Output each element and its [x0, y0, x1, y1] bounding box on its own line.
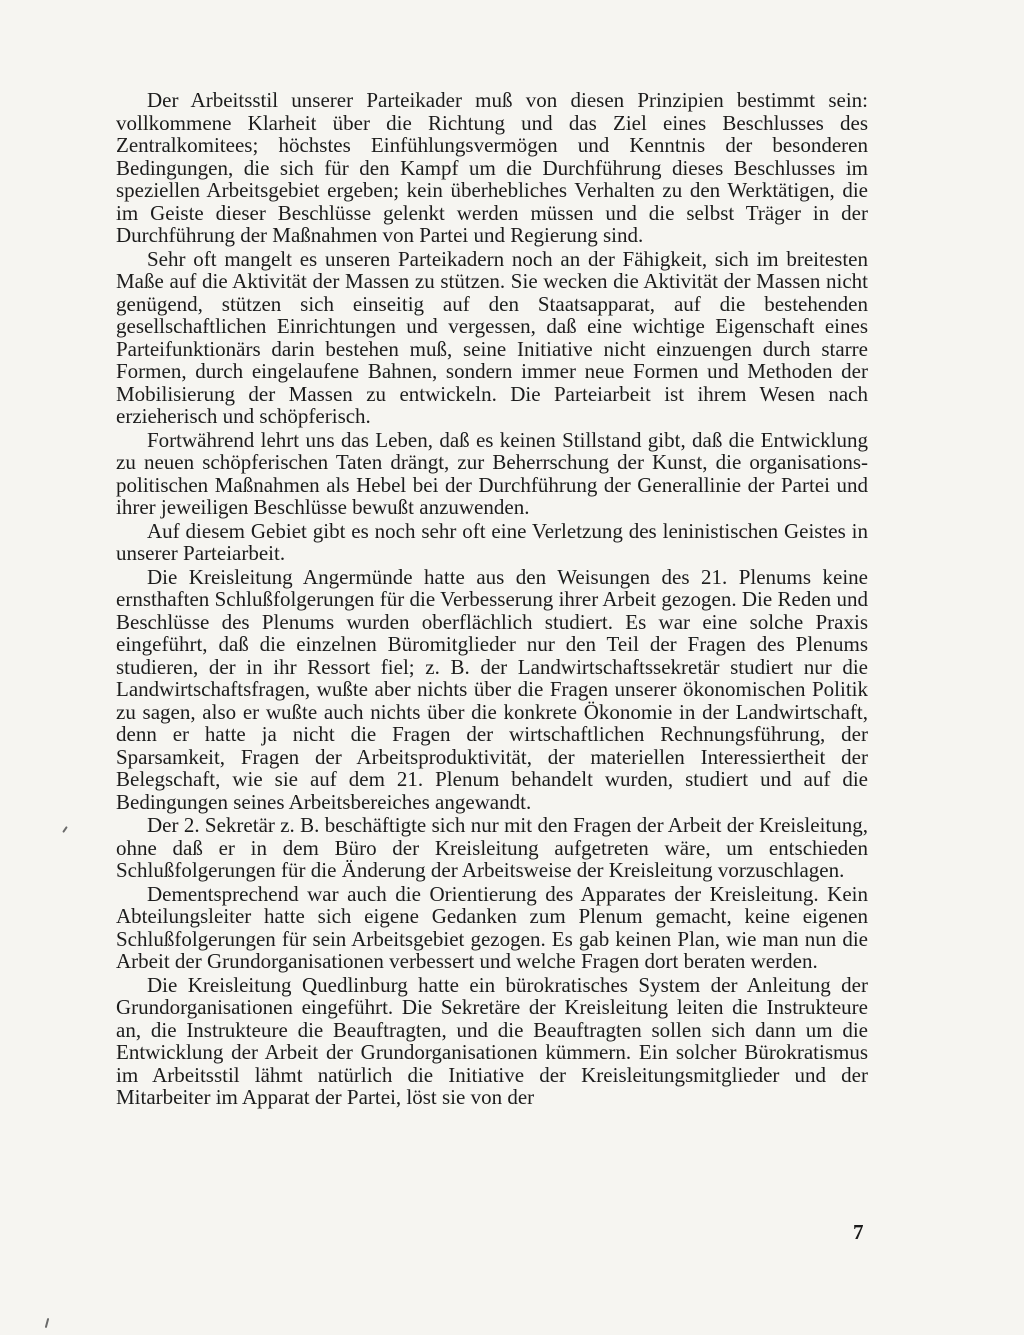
paragraph-3: Fortwährend lehrt uns das Leben, daß es keinen Stillstand gibt, daß die Entwicklung zu neuen schöpferischen Taten drängt, zur Beherrschung der Kunst, die organisations-politischen Maßnahmen als Hebel bei der Durchführung der Generallinie der Partei und ihrer jeweiligen Beschlüsse bewußt anzuwenden.	[116, 427, 868, 519]
paragraph-8: Die Kreisleitung Quedlinburg hatte ein bürokratisches System der Anleitung der Grundorganisationen eingeführt. Die Sekretäre der Kreisleitung leiten die Instrukteure an, die Instrukteure die Beauftragten, und die Beauftragten sollen sich dann um die Entwicklung der Arbeit der Grundorganisationen kümmern. Ein solcher Bürokratismus im Arbeitsstil lähmt natürlich die Initiative der Kreisleitungsmitglieder und der Mitarbeiter im Apparat der Partei, löst sie von der	[116, 972, 868, 1109]
paragraph-7: Dementsprechend war auch die Orientierung des Apparates der Kreisleitung. Kein Abteilungsleiter hatte sich eigene Gedanken zum Plenum gemacht, keine eigenen Schlußfolgerungen für sein Arbeitsgebiet gezogen. Es gab keinen Plan, wie man nun die Arbeit der Grundorganisationen verbessert und welche Fragen dort beraten werden.	[116, 881, 868, 973]
page-number: 7	[853, 1220, 864, 1244]
scan-speck	[45, 1318, 50, 1328]
scan-speck	[62, 826, 68, 833]
paragraph-5: Die Kreisleitung Angermünde hatte aus den Weisungen des 21. Plenums keine ernsthaften Schlußfolgerungen für die Verbesserung ihrer Arbeit gezogen. Die Reden und Beschlüsse des Plenums wurden oberflächlich studiert. Es war eine solche Praxis eingeführt, daß die einzelnen Büromitglieder nur den Teil der Fragen des Plenums studieren, der in ihr Ressort fiel; z. B. der Landwirtschaftssekretär studiert nur die Landwirtschaftsfragen, wußte aber nichts über die Fragen unserer ökonomischen Politik zu sagen, also er wußte auch nichts über die konkrete Ökonomie in der Landwirtschaft, denn er hatte ja nicht die Fragen der wirtschaftlichen Rechnungsführung, der Sparsamkeit, Fragen der Arbeitsproduktivität, der materiellen Interessiertheit der Belegschaft, wie sie auf dem 21. Plenum behandelt wurden, studiert und auf die Bedingungen seines Arbeitsbereiches angewandt.	[116, 564, 868, 814]
paragraph-4: Auf diesem Gebiet gibt es noch sehr oft eine Verletzung des leninistischen Geistes in unserer Parteiarbeit.	[116, 518, 868, 565]
paragraph-1: Der Arbeitsstil unserer Parteikader muß von diesen Prinzipien bestimmt sein: vollkommene Klarheit über die Richtung und das Ziel eines Beschlusses des Zentralkomitees; höchstes Einfühlungsvermögen und Kenntnis der besonderen Bedingungen, die sich für den Kampf um die Durchführung dieses Beschlusses im speziellen Arbeitsgebiet ergeben; kein überhebliches Verhalten zu den Werktätigen, die im Geiste dieser Beschlüsse gelenkt werden müssen und die selbst Träger in der Durchführung der Maßnahmen von Partei und Regierung sind.	[116, 88, 868, 247]
paragraph-6: Der 2. Sekretär z. B. beschäftigte sich nur mit den Fragen der Arbeit der Kreisleitung, ohne daß er in dem Büro der Kreisleitung aufgetreten wäre, um entschieden Schlußfolgerungen für die Änderung der Arbeitsweise der Kreisleitung vorzuschlagen.	[116, 813, 868, 882]
body-text	[116, 89, 868, 1109]
paragraph-2: Sehr oft mangelt es unseren Parteikadern noch an der Fähigkeit, sich im breitesten Maße auf die Aktivität der Massen zu stützen. Sie wecken die Aktivität der Massen nicht genügend, stützen sich einseitig auf den Staatsapparat, auf die bestehenden gesellschaftlichen Einrichtungen und vergessen, daß eine wichtige Eigenschaft eines Parteifunktionärs darin bestehen muß, seine Initiative nicht einzuengen durch starre Formen, durch eingelaufene Bahnen, sondern immer neue Formen und Methoden der Mobilisierung der Massen zu entwickeln. Die Parteiarbeit ist ihrem Wesen nach erzieherisch und schöpferisch.	[116, 246, 868, 428]
